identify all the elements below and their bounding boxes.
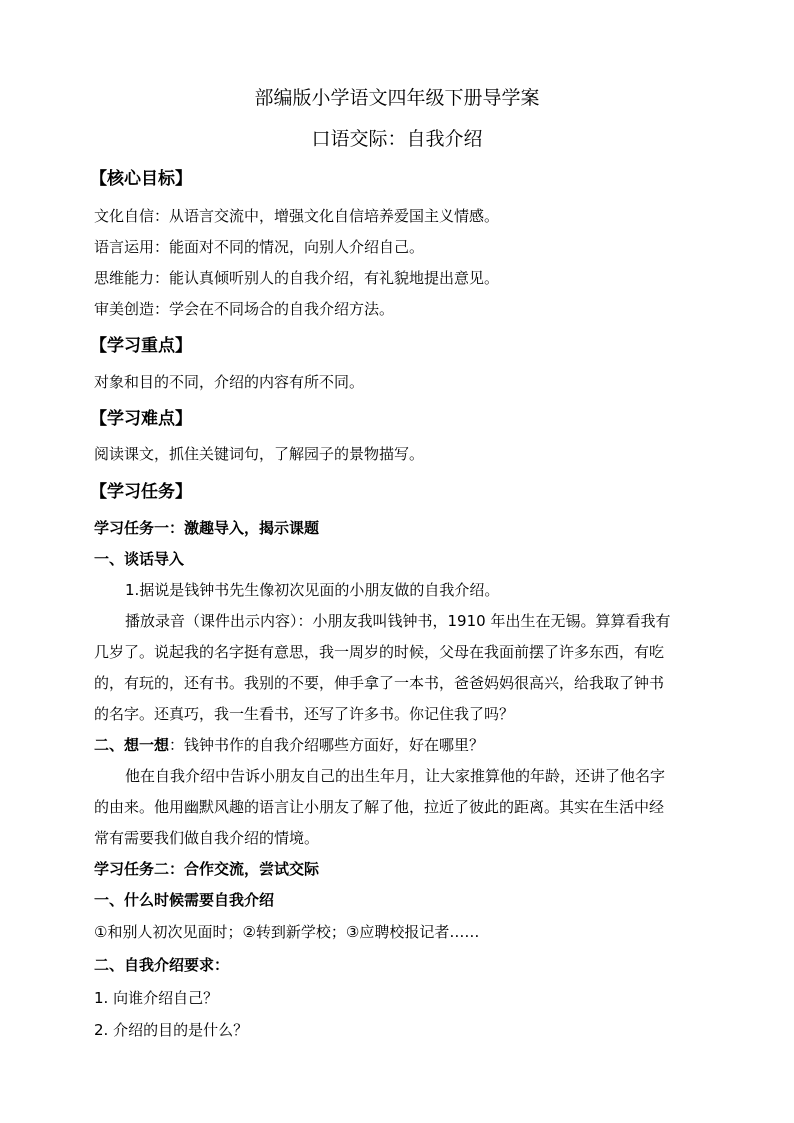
task2-question: 1. 向谁介绍自己？ [94, 989, 219, 1007]
answer-paragraph-line: 的由来。他用幽默风趣的语言让小朋友了解了他，拉近了彼此的距离。其实在生活中经 [94, 798, 665, 816]
task2-part2-title: 二、自我介绍要求： [94, 956, 230, 974]
focus-text: 对象和目的不同，介绍的内容有所不同。 [94, 373, 365, 391]
task2-part1-title: 一、什么时候需要自我介绍 [94, 891, 275, 909]
recording-paragraph-line: 的名字。还真巧，我一生看书，还写了许多书。你记住我了吗？ [94, 705, 515, 723]
goal-item: 文化自信：从语言交流中，增强文化自信培养爱国主义情感。 [94, 207, 500, 225]
answer-paragraph-line: 他在自我介绍中告诉小朋友自己的出生年月，让大家推算他的年龄，还讲了他名字 [125, 767, 666, 785]
recording-paragraph-line: 的，有玩的，还有书。我别的不要，伸手拿了一本书，爸爸妈妈很高兴，给我取了钟书 [94, 674, 665, 692]
document-title: 部编版小学语文四年级下册导学案 [254, 87, 540, 109]
task1-part2-text: ：钱钟书作的自我介绍哪些方面好，好在哪里？ [169, 736, 485, 754]
task1-title: 学习任务一：激趣导入，揭示课题 [94, 519, 320, 537]
task2-title: 学习任务二：合作交流，尝试交际 [94, 860, 320, 878]
difficulty-heading: 【学习难点】 [90, 409, 192, 429]
document-subtitle: 口语交际：自我介绍 [311, 128, 483, 150]
task1-part1-title: 一、谈话导入 [94, 550, 185, 568]
goal-item: 思维能力：能认真倾听别人的自我介绍，有礼貌地提出意见。 [94, 269, 500, 287]
task1-part2 [94, 735, 484, 755]
goals-heading: 【核心目标】 [90, 169, 192, 189]
task2-part1-text: ①和别人初次见面时；②转到新学校；③应聘校报记者…… [94, 923, 480, 941]
focus-heading: 【学习重点】 [90, 336, 192, 356]
goal-item: 审美创造：学会在不同场合的自我介绍方法。 [94, 300, 395, 318]
answer-paragraph-line: 常有需要我们做自我介绍的情境。 [94, 829, 320, 847]
task2-question: 2. 介绍的目的是什么？ [94, 1021, 249, 1039]
task1-item1: 1.据说是钱钟书先生像初次见面的小朋友做的自我介绍。 [125, 581, 500, 599]
recording-paragraph-line: 几岁了。说起我的名字挺有意思，我一周岁的时候，父母在我面前摆了许多东西，有吃 [94, 643, 665, 661]
tasks-heading: 【学习任务】 [90, 482, 192, 502]
recording-paragraph-line: 播放录音（课件出示内容）：小朋友我叫钱钟书，1910 年出生在无锡。算算看我有 [125, 612, 671, 630]
task1-part2-label: 二、想一想 [94, 736, 170, 754]
difficulty-text: 阅读课文，抓住关键词句，了解园子的景物描写。 [94, 445, 425, 463]
goal-item: 语言运用：能面对不同的情况，向别人介绍自己。 [94, 238, 425, 256]
